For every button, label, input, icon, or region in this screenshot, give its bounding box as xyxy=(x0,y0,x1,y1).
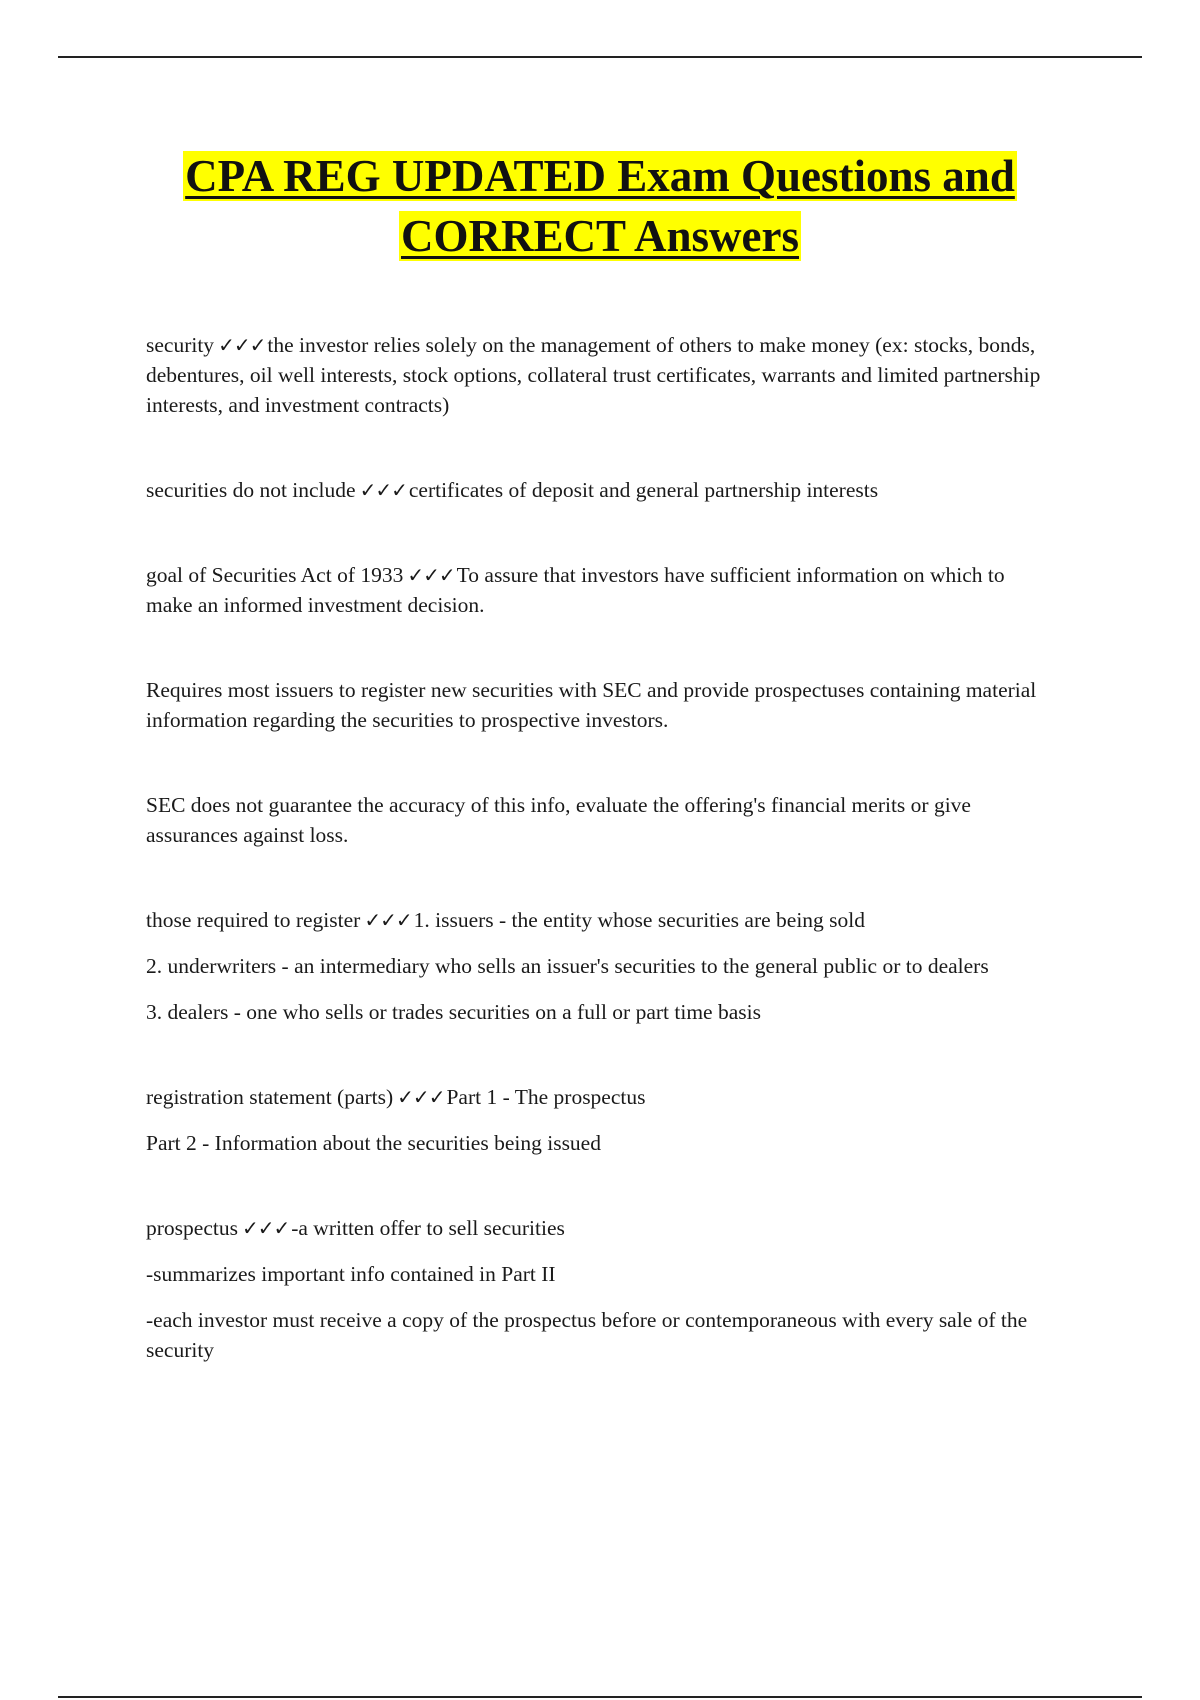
qa-line xyxy=(146,1082,1046,1112)
check-mark-icon: ✓✓✓ xyxy=(359,478,407,502)
qa-entry-security xyxy=(146,330,1046,420)
qa-line xyxy=(146,475,1046,505)
qa-entry-required-to-register xyxy=(146,905,1046,1027)
qa-line xyxy=(146,1213,1046,1243)
qa-entry-sec-disclaimer xyxy=(146,790,1046,850)
check-mark-icon: ✓✓✓ xyxy=(407,563,455,587)
qa-line xyxy=(146,905,1046,935)
title-line-2: CORRECT Answers xyxy=(401,211,799,261)
qa-answer: the investor relies solely on the management of others to make money (ex: stocks, bonds, debentures, oil well interests, stock options, collateral trust certificates, warrants and limited partnership interests, and investment contracts) xyxy=(146,333,1041,417)
check-mark-icon: ✓✓✓ xyxy=(364,908,412,932)
qa-entry-registration-statement xyxy=(146,1082,1046,1158)
qa-term: goal of Securities Act of 1933 xyxy=(146,563,404,587)
qa-term: registration statement (parts) xyxy=(146,1085,394,1109)
check-mark-icon: ✓✓✓ xyxy=(397,1085,445,1109)
qa-line xyxy=(146,560,1046,620)
qa-answer-line: 2. underwriters - an intermediary who sells an issuer's securities to the general public or to dealers xyxy=(146,954,989,978)
top-rule xyxy=(58,56,1142,58)
title-line-1: CPA REG UPDATED Exam Questions and xyxy=(185,151,1015,201)
qa-answer: To assure that investors have sufficient information on which to make an informed investment decision. xyxy=(146,563,1005,617)
qa-term: securities do not include xyxy=(146,478,356,502)
qa-line xyxy=(146,330,1046,420)
qa-answer: Part 1 - The prospectus xyxy=(446,1085,646,1109)
qa-term: those required to register xyxy=(146,908,361,932)
qa-paragraph: Requires most issuers to register new securities with SEC and provide prospectuses containing material information regarding the securities to prospective investors. xyxy=(146,678,1037,732)
qa-entry-registration-requirement xyxy=(146,675,1046,735)
check-mark-icon: ✓✓✓ xyxy=(218,333,266,357)
qa-answer-line: Part 2 - Information about the securities being issued xyxy=(146,1131,601,1155)
qa-answer: certificates of deposit and general partnership interests xyxy=(408,478,879,502)
qa-answer-line: -each investor must receive a copy of the prospectus before or contemporaneous with every sale of the security xyxy=(146,1308,1028,1362)
qa-answer-line: 3. dealers - one who sells or trades securities on a full or part time basis xyxy=(146,1000,761,1024)
qa-entry-goal-1933-act xyxy=(146,560,1046,620)
qa-entry-securities-exclusions xyxy=(146,475,1046,505)
qa-term: prospectus xyxy=(146,1216,238,1240)
bottom-rule xyxy=(58,1696,1142,1698)
qa-term: security xyxy=(146,333,215,357)
qa-answer: 1. issuers - the entity whose securities are being sold xyxy=(413,908,866,932)
qa-list xyxy=(146,330,1046,1420)
check-mark-icon: ✓✓✓ xyxy=(241,1216,290,1240)
qa-entry-prospectus xyxy=(146,1213,1046,1365)
qa-answer: -a written offer to sell securities xyxy=(291,1216,565,1240)
qa-answer-line: -summarizes important info contained in Part II xyxy=(146,1262,556,1286)
qa-paragraph: SEC does not guarantee the accuracy of this info, evaluate the offering's financial merits or give assurances against loss. xyxy=(146,793,971,847)
document-title xyxy=(130,146,1070,266)
